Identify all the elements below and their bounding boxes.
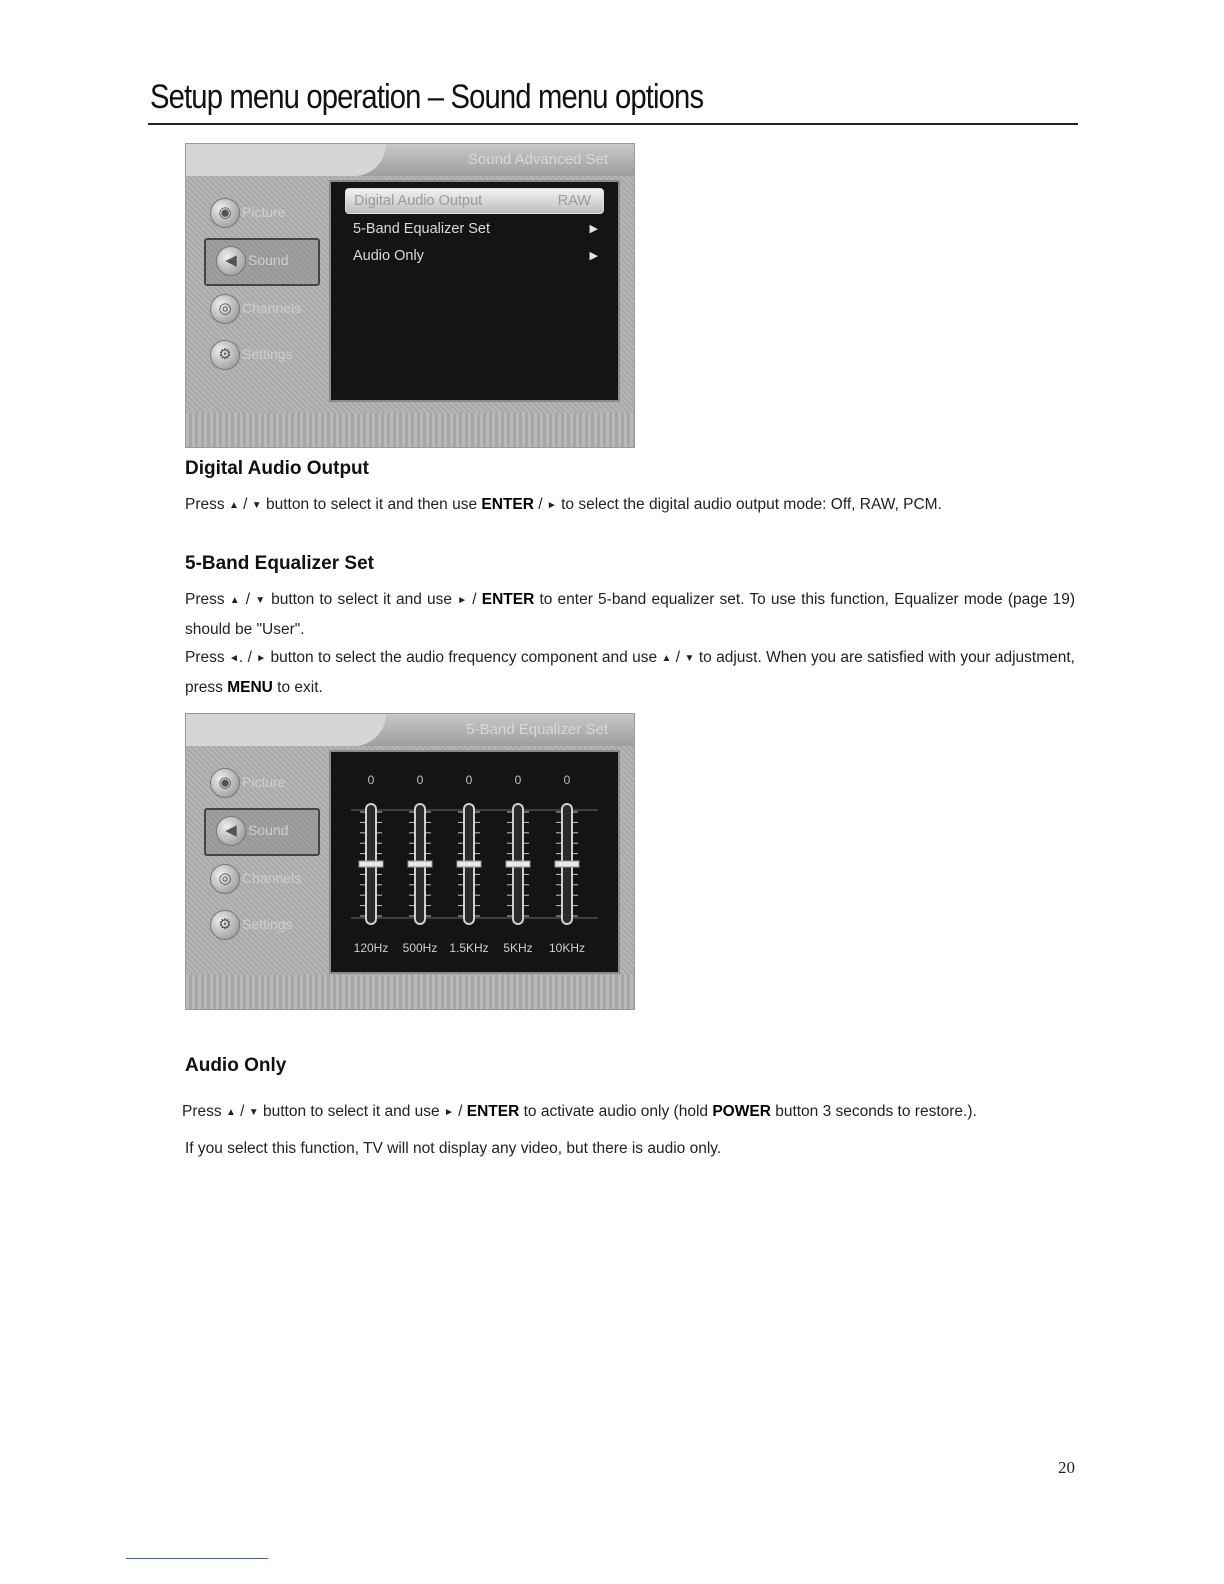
up-arrow-icon: ▲ xyxy=(229,595,241,606)
eq-value-label: 0 xyxy=(416,773,424,787)
gear-icon: ⚙ xyxy=(210,340,240,370)
section-heading-audio-only: Audio Only xyxy=(185,1055,287,1076)
eq-frequency-label: 1.5KHz xyxy=(449,941,489,955)
eq-slider-knob xyxy=(457,861,481,867)
side-item-sound: ◀ Sound xyxy=(204,238,320,286)
eq-frequency-label: 5KHz xyxy=(503,941,533,955)
audio-only-paragraph-2: If you select this function, TV will not display any video, but there is audio only. xyxy=(185,1140,722,1157)
arrow-right-icon: ▶ xyxy=(589,250,598,262)
eq-slider-knob xyxy=(506,861,530,867)
page-title: Setup menu operation – Sound menu options xyxy=(150,78,704,116)
screen-footer-bar xyxy=(186,975,634,1009)
up-arrow-icon: ▲ xyxy=(225,1107,236,1118)
equalizer-panel xyxy=(329,750,620,974)
antenna-icon: ◎ xyxy=(210,294,240,324)
side-item-settings: ⚙ Settings xyxy=(200,334,330,378)
equalizer-paragraph-1: Press ▲ / ▼ button to select it and use ► / ENTER to enter 5-band equalizer set. To use this function, Equalizer mode (page 19) should be "User". xyxy=(185,591,1076,638)
eq-slider-knob xyxy=(408,861,432,867)
side-item-sound: ◀ Sound xyxy=(204,808,320,856)
right-arrow-icon: ► xyxy=(457,595,468,606)
down-arrow-icon: ▼ xyxy=(684,653,695,664)
eq-slider-knob xyxy=(359,861,383,867)
audio-only-paragraph-1: Press ▲ / ▼ button to select it and use ► / ENTER to activate audio only (hold POWER button 3 seconds to restore.). xyxy=(182,1103,977,1120)
equalizer-paragraph-2: Press ◄. / ► button to select the audio frequency component and use ▲ / ▼ to adjust. When you are satisfied with your adjustment, press MENU to exit. xyxy=(185,649,1075,696)
screen-footer-bar xyxy=(186,413,634,447)
right-arrow-icon: ► xyxy=(256,653,267,664)
down-arrow-icon: ▼ xyxy=(248,1107,259,1118)
page-number: 20 xyxy=(1058,1458,1075,1477)
side-item-channels: ◎ Channels xyxy=(200,858,330,902)
eq-value-label: 0 xyxy=(367,773,375,787)
menu-item-equalizer: 5-Band Equalizer Set ▶ xyxy=(331,216,618,243)
side-menu xyxy=(200,192,330,380)
equalizer-chart xyxy=(331,752,618,972)
menu-panel xyxy=(329,180,620,402)
section-heading-digital-audio: Digital Audio Output xyxy=(185,458,369,479)
footer-rule xyxy=(126,1558,268,1559)
menu-item-audio-only: Audio Only ▶ xyxy=(331,243,618,270)
menu-item-digital-audio-output: Digital Audio Output RAW xyxy=(345,188,604,214)
section-heading-equalizer: 5-Band Equalizer Set xyxy=(185,553,374,574)
eq-value-label: 0 xyxy=(563,773,571,787)
side-menu xyxy=(200,762,330,950)
title-rule xyxy=(148,123,1078,125)
screen-header-title: Sound Advanced Set xyxy=(467,151,608,168)
arrow-right-icon: ▶ xyxy=(589,223,598,235)
screen-header-title: 5-Band Equalizer Set xyxy=(466,721,608,738)
eq-value-label: 0 xyxy=(514,773,522,787)
down-arrow-icon: ▼ xyxy=(255,595,266,606)
speaker-icon: ◀ xyxy=(216,816,246,846)
down-arrow-icon: ▼ xyxy=(251,500,262,511)
eq-frequency-label: 10KHz xyxy=(548,941,586,955)
side-item-picture: ◉ Picture xyxy=(200,762,330,806)
digital-audio-paragraph: Press ▲ / ▼ button to select it and then use ENTER / ► to select the digital audio output mode: Off, RAW, PCM. xyxy=(185,496,942,513)
menu-item-value: RAW xyxy=(557,193,591,209)
sound-menu-screenshot xyxy=(185,143,635,448)
eq-slider-knob xyxy=(555,861,579,867)
picture-icon: ◉ xyxy=(210,768,240,798)
gear-icon: ⚙ xyxy=(210,910,240,940)
eq-frequency-label: 120Hz xyxy=(353,941,389,955)
right-arrow-icon: ► xyxy=(443,1107,454,1118)
up-arrow-icon: ▲ xyxy=(228,500,239,511)
side-item-channels: ◎ Channels xyxy=(200,288,330,332)
side-item-settings: ⚙ Settings xyxy=(200,904,330,948)
speaker-icon: ◀ xyxy=(216,246,246,276)
picture-icon: ◉ xyxy=(210,198,240,228)
up-arrow-icon: ▲ xyxy=(661,653,672,664)
eq-frequency-label: 500Hz xyxy=(402,941,438,955)
equalizer-screenshot xyxy=(185,713,635,1010)
eq-value-label: 0 xyxy=(465,773,473,787)
right-arrow-icon: ► xyxy=(546,500,557,511)
left-arrow-icon: ◄ xyxy=(229,653,239,664)
antenna-icon: ◎ xyxy=(210,864,240,894)
side-item-picture: ◉ Picture xyxy=(200,192,330,236)
